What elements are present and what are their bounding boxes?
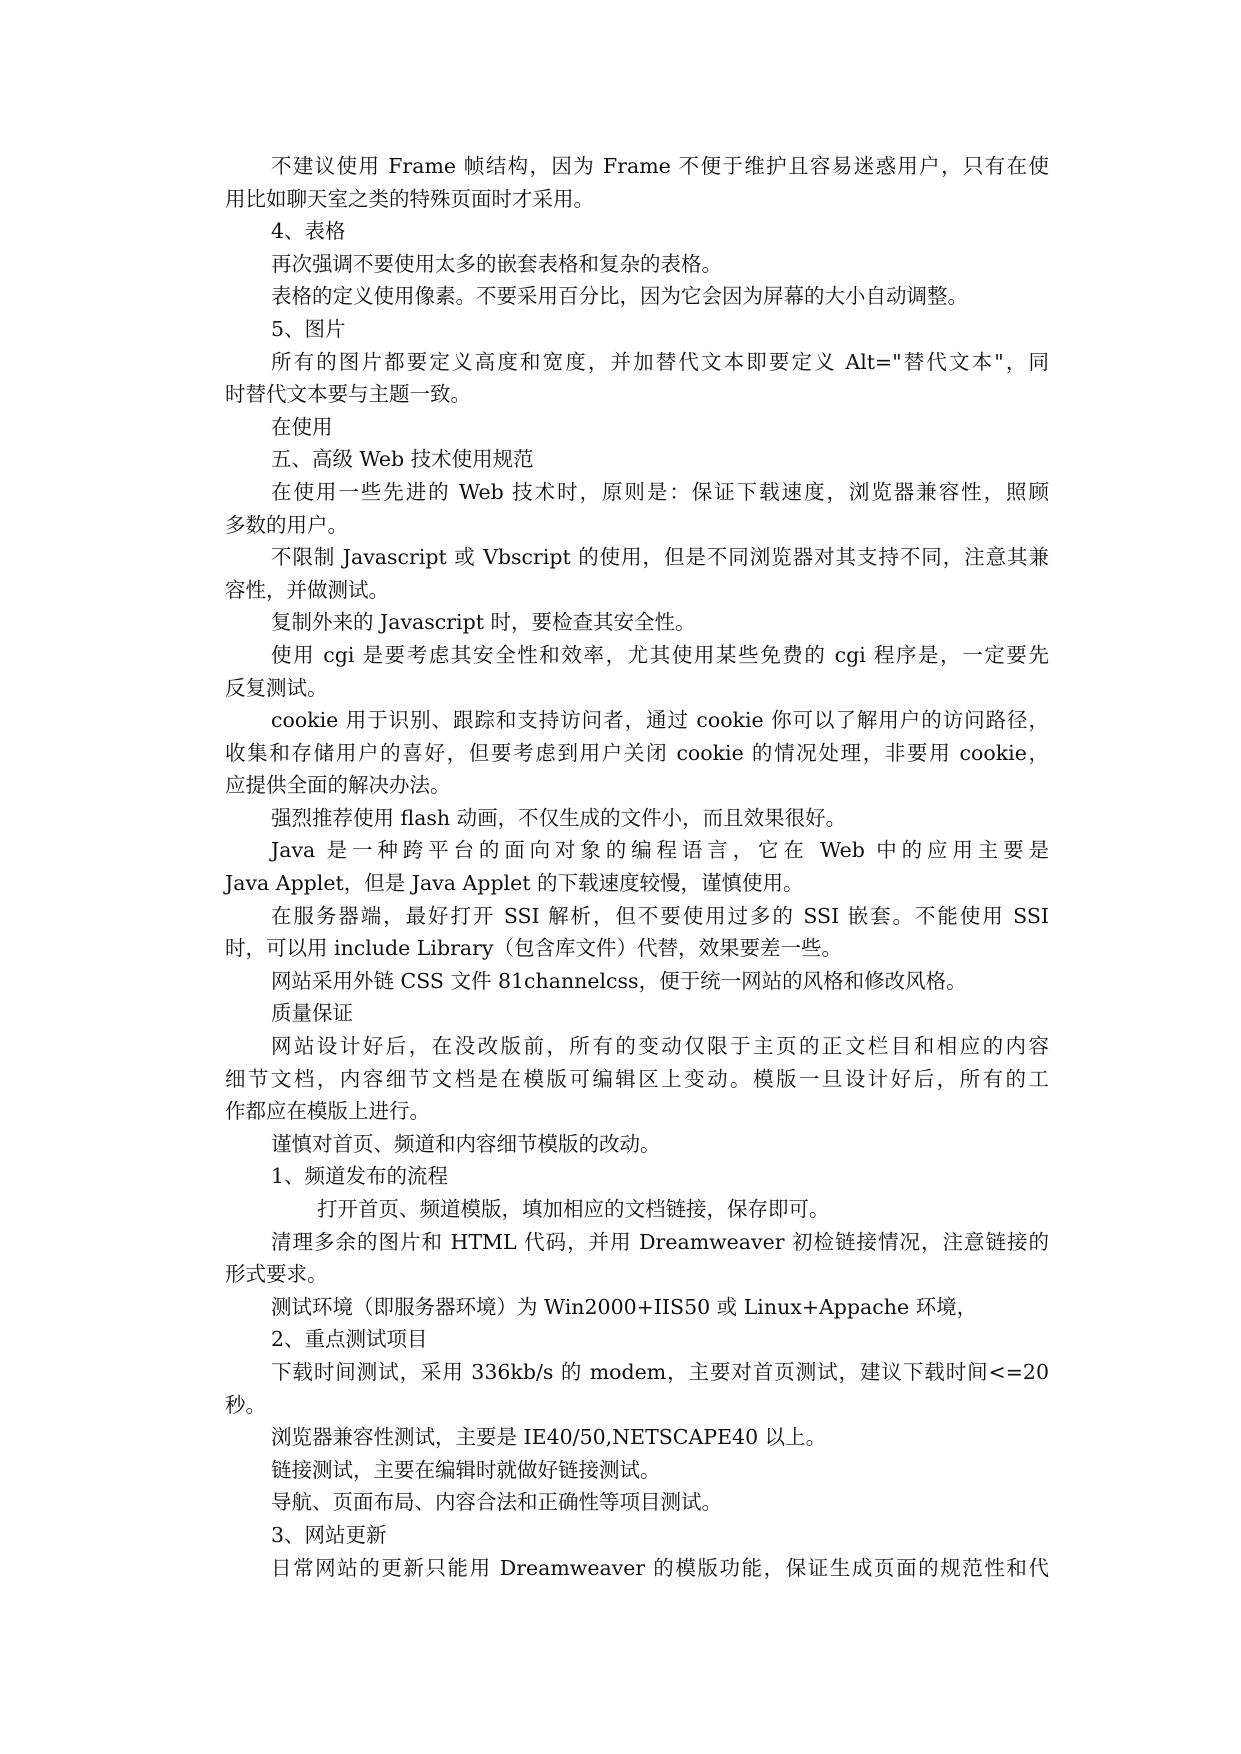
section-heading: 4、表格 — [271, 219, 346, 244]
paragraph-line: 谨慎对首页、频道和内容细节模版的改动。 — [271, 1131, 661, 1156]
document-page — [225, 150, 1049, 1584]
paragraph-line: cookie 用于识别、跟踪和支持访问者，通过 cookie 你可以了解用户的访问路径， — [271, 708, 1049, 733]
paragraph-line: 容性，并做测试。 — [225, 577, 389, 602]
paragraph-line: 细节文档，内容细节文档是在模版可编辑区上变动。模版一旦设计好后，所有的工 — [225, 1066, 1049, 1091]
section-heading: 质量保证 — [271, 1001, 353, 1026]
paragraph-line: Java Applet，但是 Java Applet 的下载速度较慢，谨慎使用。 — [225, 871, 804, 896]
paragraph-line: 测试环境（即服务器环境）为 Win2000+IIS50 或 Linux+Appache 环境， — [271, 1294, 978, 1319]
paragraph-line: 收集和存储用户的喜好，但要考虑到用户关闭 cookie 的情况处理，非要用 cookie， — [225, 740, 1049, 765]
paragraph-line: 多数的用户。 — [225, 512, 348, 537]
paragraph-line: 使用 cgi 是要考虑其安全性和效率，尤其使用某些免费的 cgi 程序是，一定要先 — [271, 642, 1049, 667]
paragraph-line: 复制外来的 Javascript 时，要检查其安全性。 — [271, 610, 696, 635]
section-heading: 5、图片 — [271, 316, 346, 341]
paragraph-line: 下载时间测试，采用 336kb/s 的 modem，主要对首页测试，建议下载时间<=20 — [271, 1359, 1049, 1384]
paragraph-line: 用比如聊天室之类的特殊页面时才采用。 — [225, 186, 594, 211]
paragraph-line: 在服务器端，最好打开 SSI 解析，但不要使用过多的 SSI 嵌套。不能使用 SSI — [271, 903, 1049, 928]
section-heading: 1、频道发布的流程 — [271, 1164, 449, 1189]
paragraph-line: 网站设计好后，在没改版前，所有的变动仅限于主页的正文栏目和相应的内容 — [271, 1034, 1049, 1059]
paragraph-line: 链接测试，主要在编辑时就做好链接测试。 — [271, 1457, 661, 1482]
section-heading: 2、重点测试项目 — [271, 1327, 428, 1352]
paragraph-line: 打开首页、频道模版，填加相应的文档链接，保存即可。 — [317, 1197, 830, 1221]
paragraph-line: 强烈推荐使用 flash 动画，不仅生成的文件小，而且效果很好。 — [271, 805, 847, 830]
paragraph-line: 不建议使用 Frame 帧结构，因为 Frame 不便于维护且容易迷惑用户，只有在使 — [271, 154, 1049, 178]
paragraph-line: 日常网站的更新只能用 Dreamweaver 的模版功能，保证生成页面的规范性和代 — [271, 1555, 1049, 1580]
paragraph-line: 清理多余的图片和 HTML 代码，并用 Dreamweaver 初检链接情况，注意链接的 — [271, 1229, 1049, 1254]
paragraph-line: 不限制 Javascript 或 Vbscript 的使用，但是不同浏览器对其支持不同，注意其兼 — [271, 545, 1049, 570]
section-heading: 五、高级 Web 技术使用规范 — [271, 447, 534, 472]
paragraph-line: 网站采用外链 CSS 文件 81channelcss，便于统一网站的风格和修改风格。 — [271, 968, 967, 993]
paragraph-line: 作都应在模版上进行。 — [225, 1099, 430, 1124]
paragraph-line: 所有的图片都要定义高度和宽度，并加替代文本即要定义 Alt="替代文本"，同 — [271, 349, 1049, 374]
paragraph-line: 在使用 — [271, 414, 333, 439]
paragraph-line: Java 是一种跨平台的面向对象的编程语言，它在 Web 中的应用主要是 — [271, 838, 1049, 863]
paragraph-line: 表格的定义使用像素。不要采用百分比，因为它会因为屏幕的大小自动调整。 — [271, 284, 968, 309]
paragraph-line: 应提供全面的解决办法。 — [225, 773, 451, 798]
paragraph-line: 时，可以用 include Library（包含库文件）代替，效果要差一些。 — [225, 936, 842, 961]
paragraph-line: 反复测试。 — [225, 675, 328, 700]
paragraph-line: 导航、页面布局、内容合法和正确性等项目测试。 — [271, 1490, 722, 1515]
paragraph-line: 浏览器兼容性测试，主要是 IE40/50,NETSCAPE40 以上。 — [271, 1425, 827, 1450]
section-heading: 3、网站更新 — [271, 1522, 387, 1547]
paragraph-line: 在使用一些先进的 Web 技术时，原则是：保证下载速度，浏览器兼容性，照顾 — [271, 479, 1049, 504]
paragraph-line: 时替代文本要与主题一致。 — [225, 382, 471, 407]
paragraph-line: 秒。 — [225, 1392, 266, 1417]
paragraph-line: 形式要求。 — [225, 1262, 328, 1287]
paragraph-line: 再次强调不要使用太多的嵌套表格和复杂的表格。 — [271, 251, 722, 276]
